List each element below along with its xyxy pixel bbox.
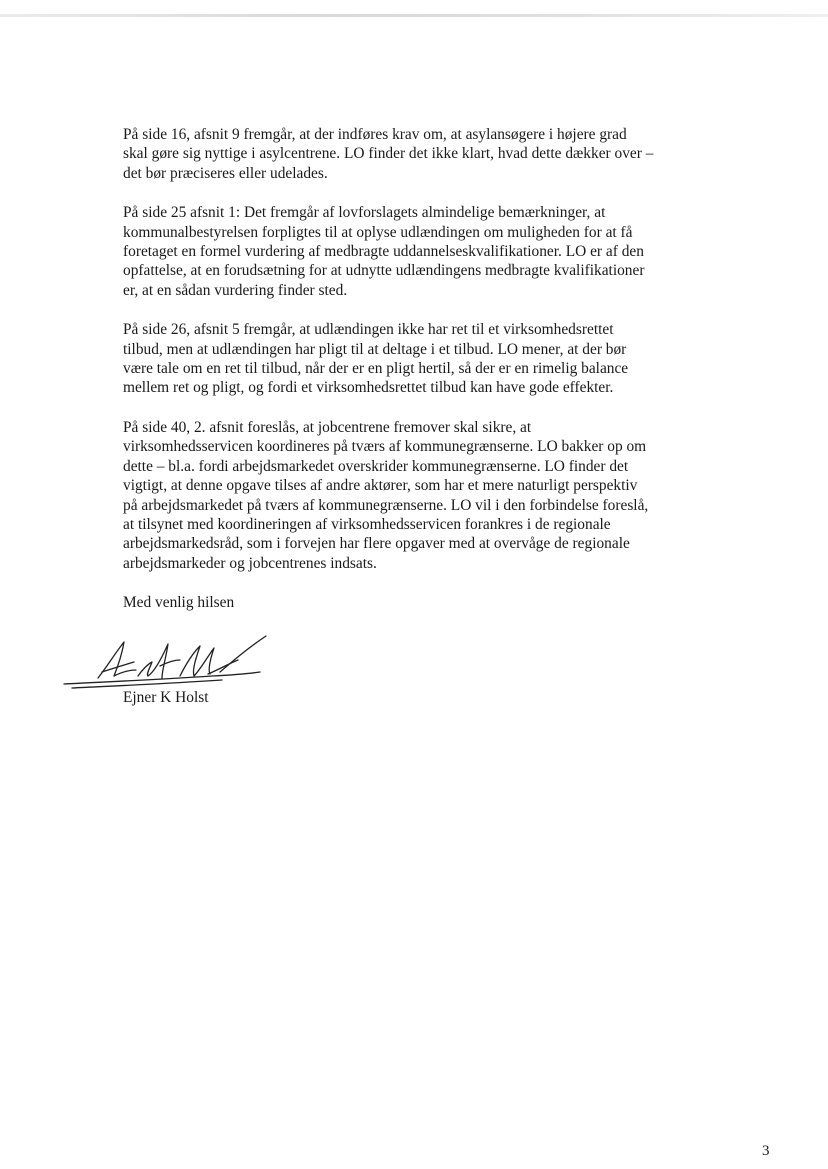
closing-salutation: Med venlig hilsen: [123, 594, 235, 612]
text-line: På side 40, 2. afsnit foreslås, at jobcentrene fremover skal sikre, at: [123, 418, 532, 436]
text-line: På side 16, afsnit 9 fremgår, at der indføres krav om, at asylansøgere i højere grad: [123, 126, 627, 143]
scan-edge-line: [0, 14, 828, 17]
text-line: virksomhedsservicen koordineres på tværs af kommunegrænserne. LO bakker op om: [123, 438, 647, 456]
text-line: vigtigt, at denne opgave tilses af andre aktører, som har et mere naturligt perspektiv: [123, 477, 638, 495]
text-line: foretaget en formel vurdering af medbragte uddannelseskvalifikationer. LO er af den: [123, 243, 644, 261]
text-line: det bør præciseres eller udelades.: [123, 164, 328, 182]
text-line: er, at en sådan vurdering finder sted.: [123, 281, 348, 299]
text-line: mellem ret og pligt, og fordi et virksomhedsrettet tilbud kan have gode effekter.: [123, 379, 614, 397]
text-line: være tale om en ret til tilbud, når der er en pligt hertil, så der er en rimelig balance: [123, 360, 629, 378]
letter-body: [123, 125, 703, 613]
text-line: kommunalbestyrelsen forpligtes til at oplyse udlændingen om muligheden for at få: [123, 223, 633, 241]
signer-name: Ejner K Holst: [123, 689, 209, 706]
text-line: at tilsynet med koordineringen af virksomhedsservicen forankres i de regionale: [123, 515, 611, 533]
text-line: På side 26, afsnit 5 fremgår, at udlændingen ikke har ret til et virksomhedsrettet: [123, 321, 614, 339]
text-line: arbejdsmarkedsråd, som i forvejen har flere opgaver med at overvåge de regionale: [123, 535, 630, 553]
paragraph-page-25: [123, 203, 703, 300]
text-line: skal gøre sig nyttige i asylcentrene. LO finder det ikke klart, hvad dette dækker over –: [123, 145, 654, 163]
handwritten-signature: [62, 632, 272, 694]
paragraph-page-40: [123, 418, 703, 573]
text-line: arbejdsmarkeder og jobcentrenes indsats.: [123, 554, 377, 572]
paragraph-page-26: [123, 320, 703, 398]
text-line: På side 25 afsnit 1: Det fremgår af lovforslagets almindelige bemærkninger, at: [123, 204, 606, 222]
text-line: tilbud, men at udlændingen har pligt til at deltage i et tilbud. LO mener, at der bør: [123, 340, 627, 358]
text-line: på arbejdsmarkedet på tværs af kommunegrænserne. LO vil i den forbindelse foreslå,: [123, 496, 649, 514]
paragraph-page-16: [123, 125, 703, 183]
text-line: dette – bl.a. fordi arbejdsmarkedet overskrider kommunegrænserne. LO finder det: [123, 457, 629, 475]
page-number: 3: [762, 1143, 770, 1159]
text-line: opfattelse, at en forudsætning for at udnytte udlændingens medbragte kvalifikationer: [123, 262, 645, 280]
